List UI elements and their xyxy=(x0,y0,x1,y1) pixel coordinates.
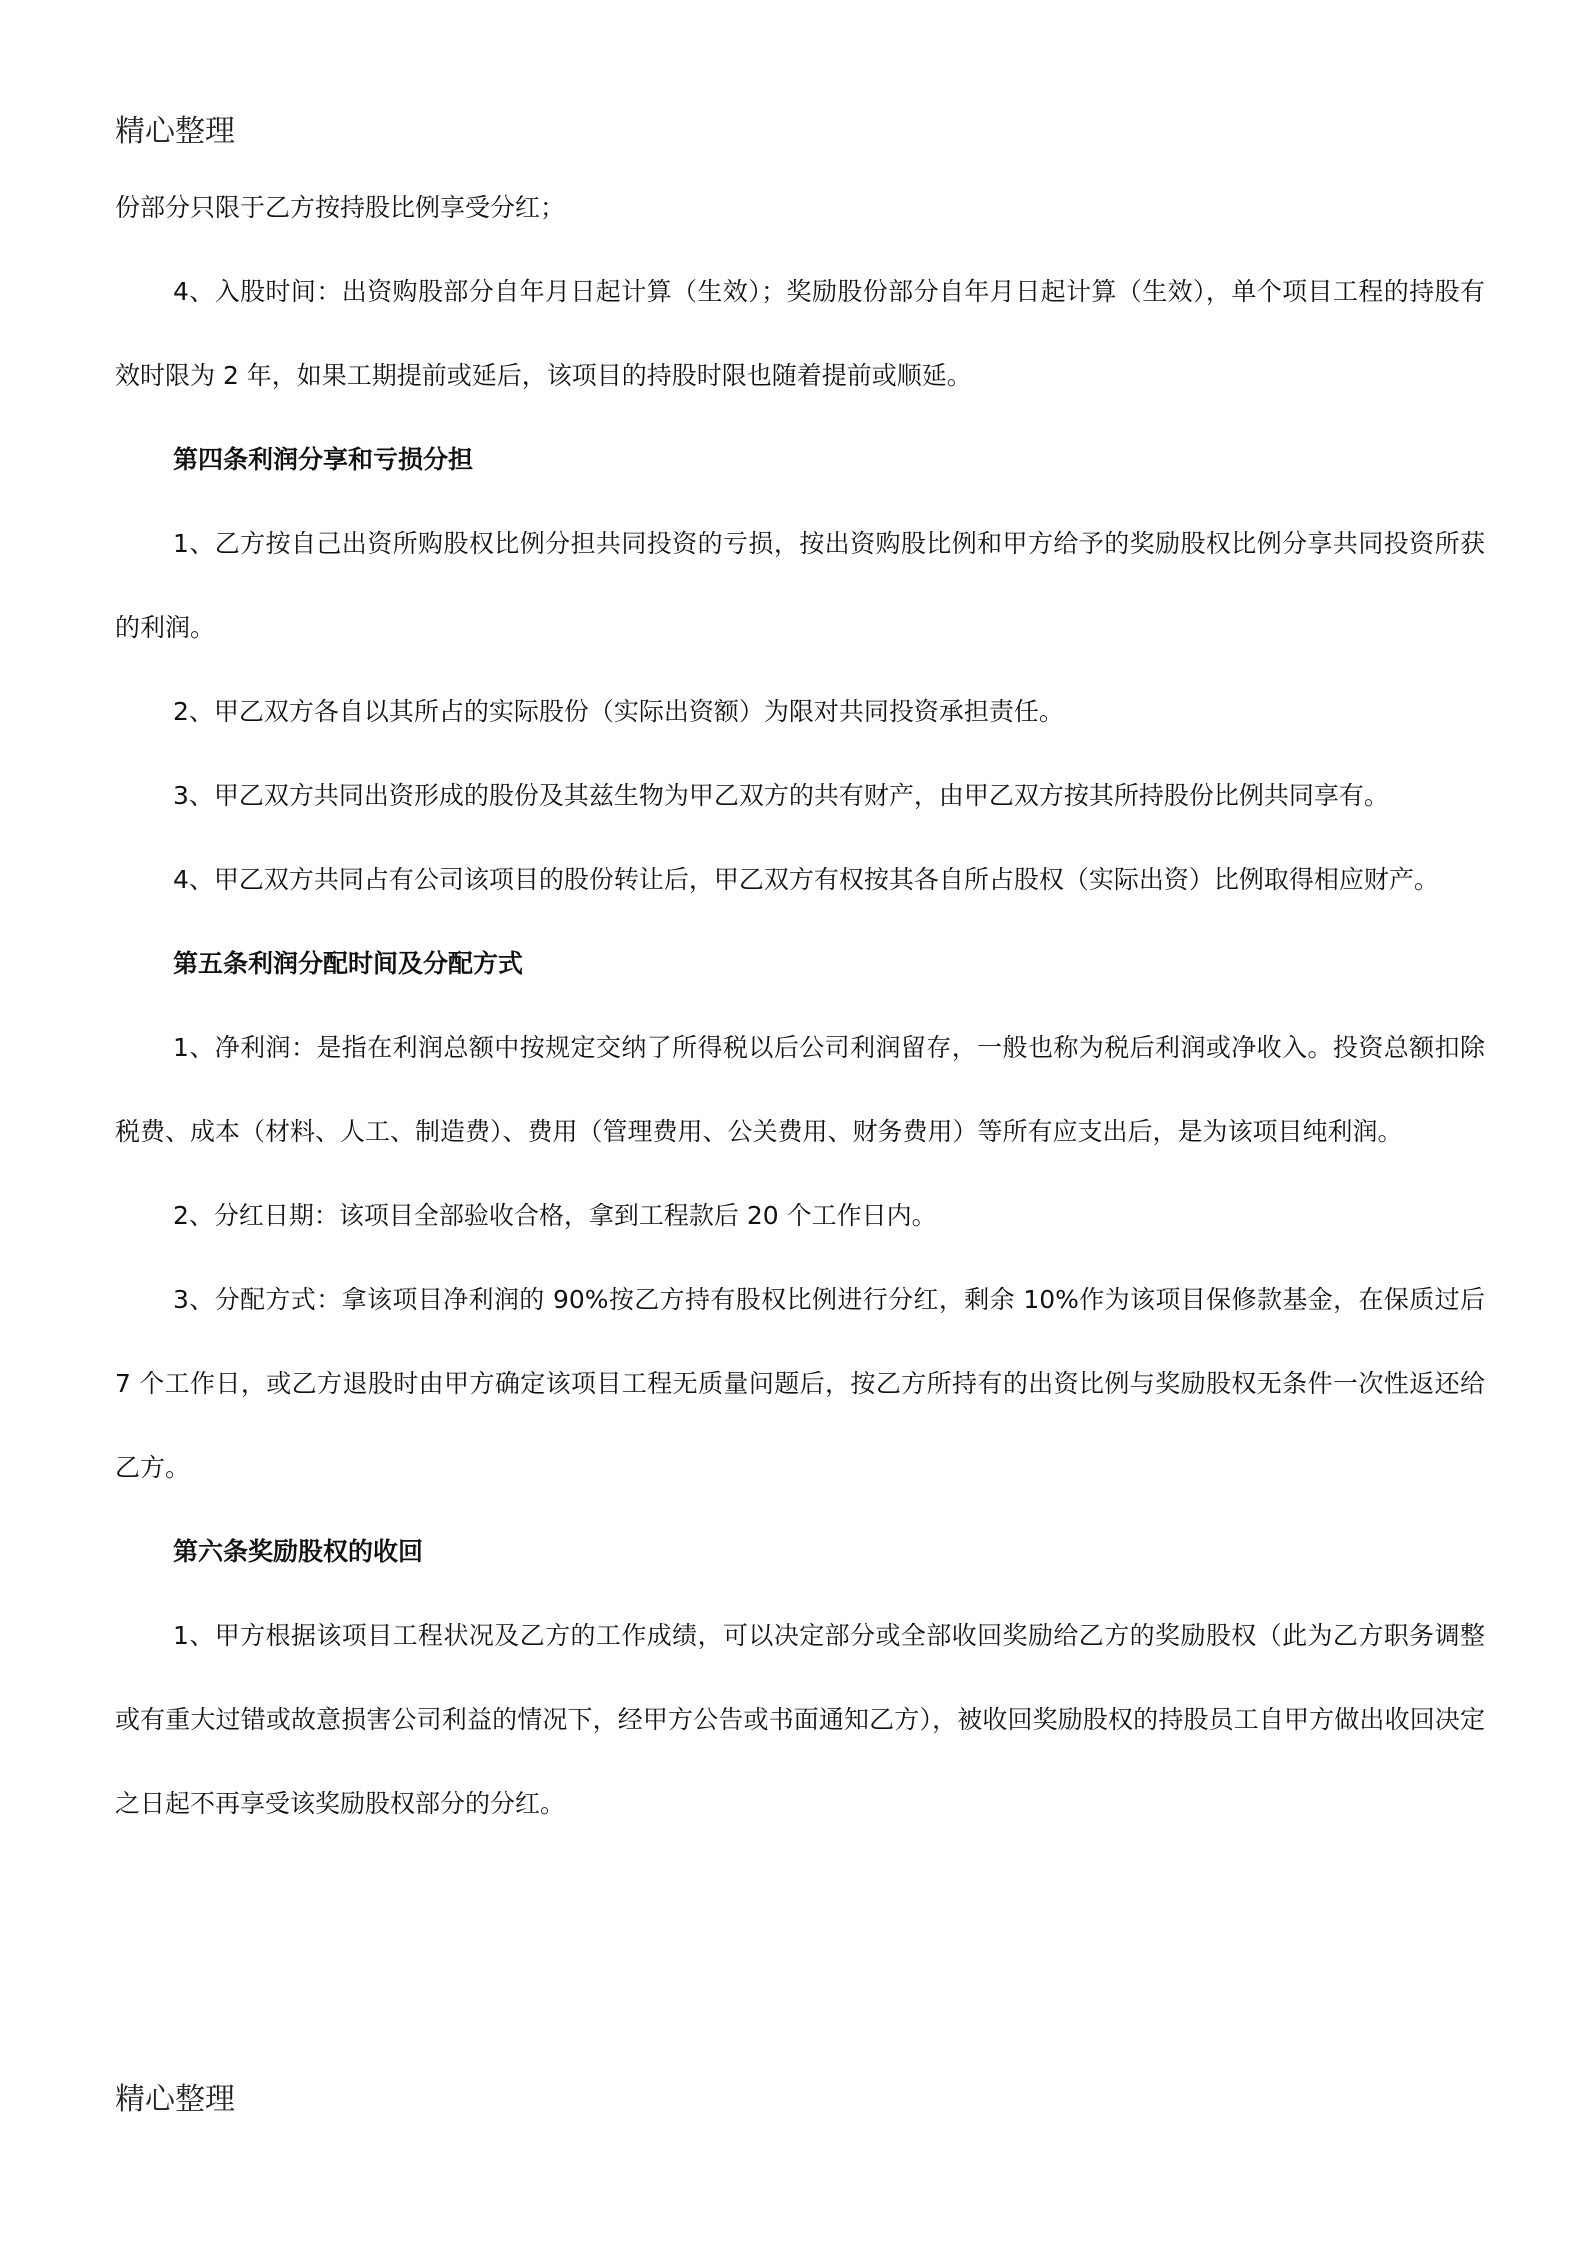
paragraph-net-profit: 1、净利润：是指在利润总额中按规定交纳了所得税以后公司利润留存，一般也称为税后利润或净收入。投资总额扣除税费、成本（材料、人工、制造费）、费用（管理费用、公关费用、财务费用）等所有应支出后，是为该项目纯利润。 xyxy=(115,1033,1485,1146)
section-heading-article-5: 第五条利润分配时间及分配方式 xyxy=(173,949,524,978)
paragraph-equity-recovery: 1、甲方根据该项目工程状况及乙方的工作成绩，可以决定部分或全部收回奖励给乙方的奖励股权（此为乙方职务调整或有重大过错或故意损害公司利益的情况下，经甲方公告或书面通知乙方），被收回奖励股权的持股员工自甲方做出收回决定之日起不再享受该奖励股权部分的分红。 xyxy=(115,1621,1485,1818)
contract-body xyxy=(115,166,1485,1846)
paragraph-dividend-date: 2、分红日期：该项目全部验收合格，拿到工程款后 20 个工作日内。 xyxy=(173,1201,937,1230)
paragraph-share-transfer: 4、甲乙双方共同占有公司该项目的股份转让后，甲乙双方有权按其各自所占股权（实际出资）比例取得相应财产。 xyxy=(173,865,1439,894)
section-heading-article-6: 第六条奖励股权的收回 xyxy=(173,1537,424,1566)
paragraph-continuation: 份部分只限于乙方按持股比例享受分红； xyxy=(115,193,566,222)
paragraph-liability: 2、甲乙双方各自以其所占的实际股份（实际出资额）为限对共同投资承担责任。 xyxy=(173,697,1064,726)
paragraph-distribution-method: 3、分配方式：拿该项目净利润的 90%按乙方持有股权比例进行分红，剩余 10%作为该项目保修款基金，在保质过后 7 个工作日，或乙方退股时由甲方确定该项目工程无质量问题后，按乙方所持有的出资比例与奖励股权无条件一次性返还给乙方。 xyxy=(115,1285,1485,1482)
header-watermark-text: 精心整理 xyxy=(115,114,235,149)
section-heading-article-4: 第四条利润分享和亏损分担 xyxy=(173,445,474,474)
paragraph-loss-sharing: 1、乙方按自己出资所购股权比例分担共同投资的亏损，按出资购股比例和甲方给予的奖励股权比例分享共同投资所获的利润。 xyxy=(115,529,1485,642)
paragraph-common-property: 3、甲乙双方共同出资形成的股份及其兹生物为甲乙双方的共有财产，由甲乙双方按其所持股份比例共同享有。 xyxy=(173,781,1389,810)
footer-watermark-text: 精心整理 xyxy=(115,2082,235,2117)
paragraph-entry-time: 4、入股时间：出资购股部分自年月日起计算（生效）；奖励股份部分自年月日起计算（生效），单个项目工程的持股有效时限为 2 年，如果工期提前或延后，该项目的持股时限也随着提前或顺延。 xyxy=(115,277,1485,390)
